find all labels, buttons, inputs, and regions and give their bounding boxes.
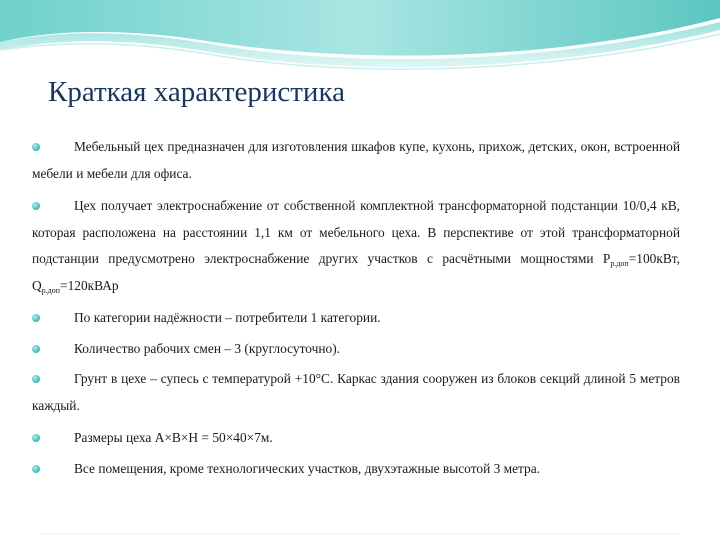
bullet-item xyxy=(32,456,680,483)
bullet-item xyxy=(32,305,680,332)
subscript-p: р.доп xyxy=(610,259,629,268)
bullet-item xyxy=(32,134,680,187)
bullet-item xyxy=(32,366,680,419)
bullet-icon xyxy=(32,143,40,151)
bullet-icon xyxy=(32,465,40,473)
slide-title: Краткая характеристика xyxy=(48,76,345,108)
bullet-text: Мебельный цех предназначен для изготовления шкафов купе, кухонь, прихож, детских, окон, встроенной мебели и мебели для офиса. xyxy=(32,139,680,181)
bullet-text: =100кВт, Q xyxy=(32,251,680,293)
bullet-icon xyxy=(32,202,40,210)
bullet-item xyxy=(32,425,680,452)
bullet-text: Грунт в цехе – супесь с температурой +10°С. Каркас здания сооружен из блоков секций длиной 5 метров каждый. xyxy=(32,371,680,413)
subscript-q: р.доп xyxy=(41,285,61,295)
bullet-list xyxy=(32,134,680,486)
bottom-divider xyxy=(40,533,680,534)
bullet-icon xyxy=(32,314,40,322)
bullet-text: Все помещения, кроме технологических участков, двухэтажные высотой 3 метра. xyxy=(74,460,541,476)
bullet-icon xyxy=(32,434,40,442)
bullet-icon xyxy=(32,375,40,383)
bullet-item xyxy=(32,336,680,363)
bullet-text: Размеры цеха А×В×Н = 50×40×7м. xyxy=(74,430,273,445)
bullet-text: Цех получает электроснабжение от собственной комплектной трансформаторной подстанции 10/0,4 кВ, которая расположена на расстоянии 1,1 км от мебельного цеха. В перспективе от этой трансформаторной подстанции предусмотрено электроснабжение других участков с расчётными мощностями P xyxy=(32,198,680,266)
bullet-text: По категории надёжности – потребители 1 категории. xyxy=(74,310,381,325)
bullet-text: Количество рабочих смен – 3 (круглосуточно). xyxy=(74,340,341,356)
bullet-icon xyxy=(32,345,40,353)
header-wave-decoration xyxy=(0,0,720,80)
bullet-text: =120кВАр xyxy=(60,277,119,293)
bullet-item xyxy=(32,193,680,299)
